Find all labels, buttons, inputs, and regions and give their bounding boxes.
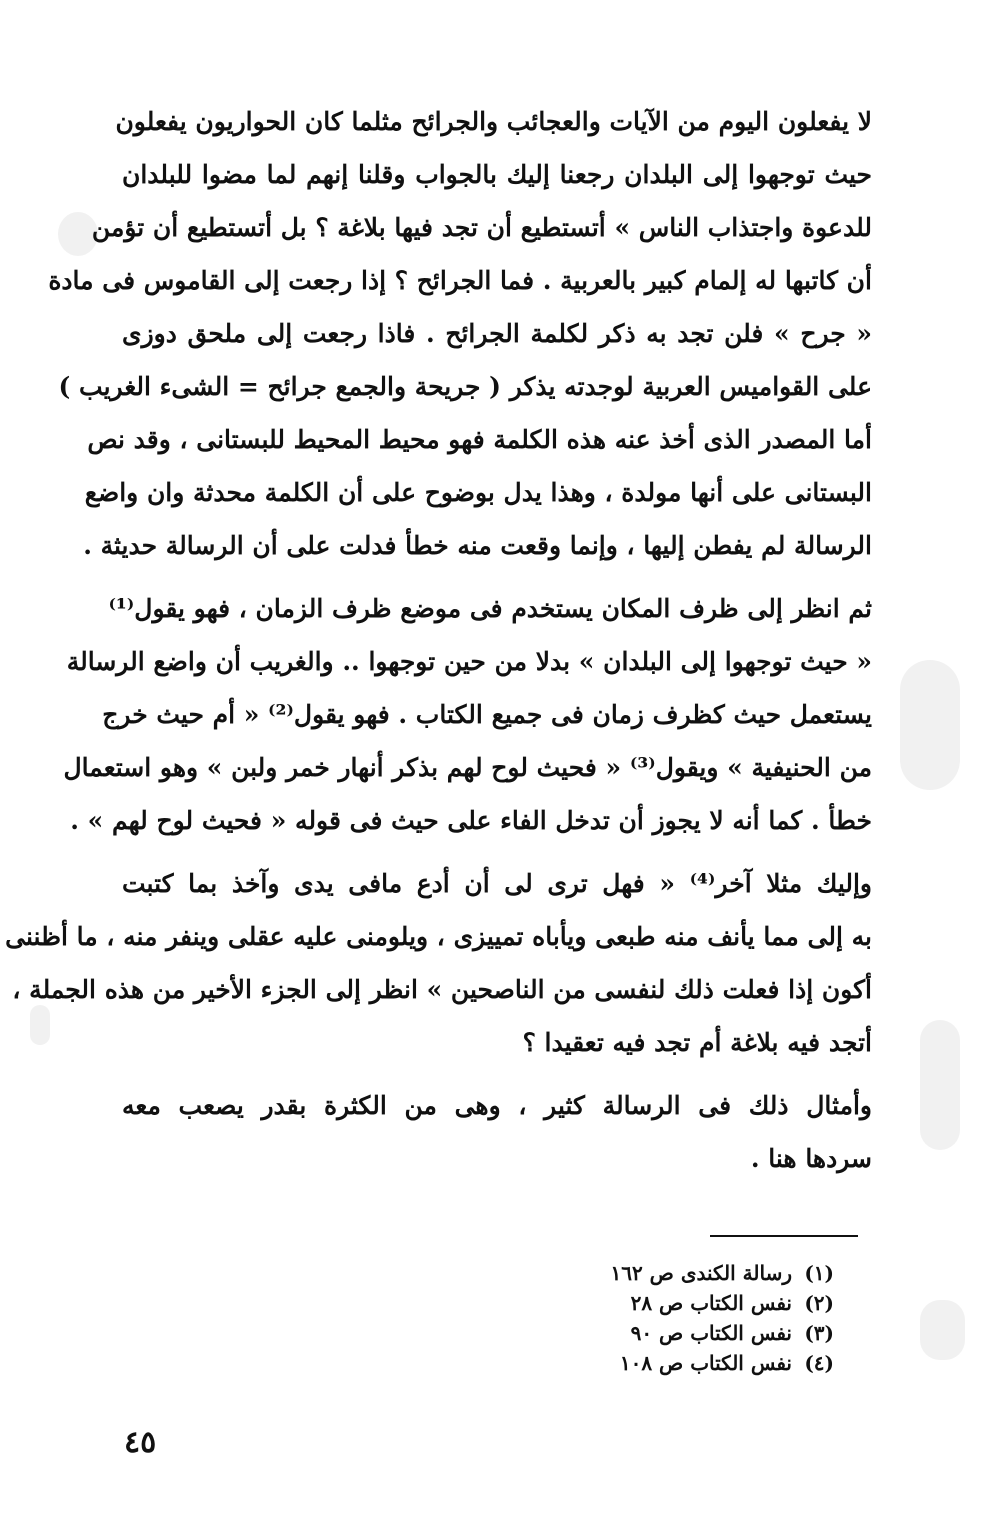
text-line: أكون إذا فعلت ذلك لنفسى من الناصحين » انظر إلى الجزء الأخير من هذه الجملة ، — [12, 975, 872, 1004]
footnote — [514, 1348, 834, 1378]
footnote-separator — [710, 1235, 858, 1237]
text-line: من الحنيفية » ويقول⁽³⁾ « فحيث لوح لهم بذكر أنهار خمر ولبن » وهو استعمال — [63, 753, 872, 782]
text-line: ثم انظر إلى ظرف المكان يستخدم فى موضع ظرف الزمان ، فهو يقول⁽¹⁾ — [108, 594, 872, 623]
scan-mark — [920, 1300, 965, 1360]
footnote-number: (٤) — [804, 1351, 834, 1375]
text-line: للدعوة واجتذاب الناس » أتستطيع أن تجد فيها بلاغة ؟ بل أتستطيع أن تؤمن — [91, 213, 872, 242]
text-line: يستعمل حيث كظرف زمان فى جميع الكتاب . فهو يقول⁽²⁾ « أم حيث خرج — [102, 700, 872, 729]
footnote — [514, 1288, 834, 1318]
footnote-text: رسالة الكندى ص ١٦٢ — [610, 1261, 792, 1285]
text-line: البستانى على أنها مولدة ، وهذا يدل بوضوح على أن الكلمة محدثة وان واضع — [84, 478, 872, 507]
text-line: وإليك مثلا آخر⁽⁴⁾ « فهل ترى لى أن أدع مافى يدى وآخذ بما كتبت — [122, 869, 872, 898]
text-line: سردها هنا . — [750, 1144, 872, 1173]
text-line: « جرح » فلن تجد به ذكر لكلمة الجرائح . فاذا رجعت إلى ملحق دوزى — [122, 319, 872, 348]
footnote-number: (١) — [804, 1261, 834, 1285]
paragraph — [63, 582, 872, 847]
footnote-text: نفس الكتاب ص ٩٠ — [630, 1321, 792, 1345]
text-line: أما المصدر الذى أخذ عنه هذه الكلمة فهو محيط المحيط للبستانى ، وقد نص — [87, 425, 872, 454]
text-line: على القواميس العربية لوجدته يذكر ( جريحة والجمع جرائح = الشىء الغريب ) — [58, 372, 872, 401]
footnotes — [514, 1258, 834, 1378]
body-text — [5, 95, 872, 1185]
footnote — [514, 1258, 834, 1288]
text-line: « حيث توجهوا إلى البلدان » بدلا من حين توجهوا .. والغريب أن واضع الرسالة — [66, 647, 872, 676]
footnote — [514, 1318, 834, 1348]
page-number: ٤٥ — [124, 1425, 157, 1460]
footnote-text: نفس الكتاب ص ٢٨ — [630, 1291, 792, 1315]
text-line: أتجد فيه بلاغة أم تجد فيه تعقيدا ؟ — [522, 1028, 872, 1057]
text-line: أن كاتبها له إلمام كبير بالعربية . فما الجرائح ؟ إذا رجعت إلى القاموس فى مادة — [48, 266, 872, 295]
text-line: لا يفعلون اليوم من الآيات والعجائب والجرائح مثلما كان الحواريون يفعلون — [115, 107, 872, 136]
text-line: حيث توجهوا إلى البلدان رجعنا إليك بالجواب وقلنا إنهم لما مضوا للبلدان — [122, 160, 872, 189]
paragraph — [5, 857, 872, 1069]
scan-mark — [900, 660, 960, 790]
text-line: خطأ . كما أنه لا يجوز أن تدخل الفاء على حيث فى قوله « فحيث لوح لهم » . — [70, 806, 872, 835]
footnote-number: (٣) — [804, 1321, 834, 1345]
footnote-text: نفس الكتاب ص ١٠٨ — [619, 1351, 792, 1375]
text-line: وأمثال ذلك فى الرسالة كثير ، وهى من الكثرة بقدر يصعب معه — [122, 1091, 872, 1120]
paragraph — [48, 95, 872, 572]
paragraph — [122, 1079, 872, 1185]
scan-mark — [920, 1020, 960, 1150]
text-line: الرسالة لم يفطن إليها ، وإنما وقعت منه خطأ فدلت على أن الرسالة حديثة . — [83, 531, 872, 560]
footnote-number: (٢) — [804, 1291, 834, 1315]
text-line: به إلى مما يأنف منه طبعى ويأباه تمييزى ، ويلومنى عليه عقلى وينفر منه ، ما أظننى — [5, 922, 872, 951]
